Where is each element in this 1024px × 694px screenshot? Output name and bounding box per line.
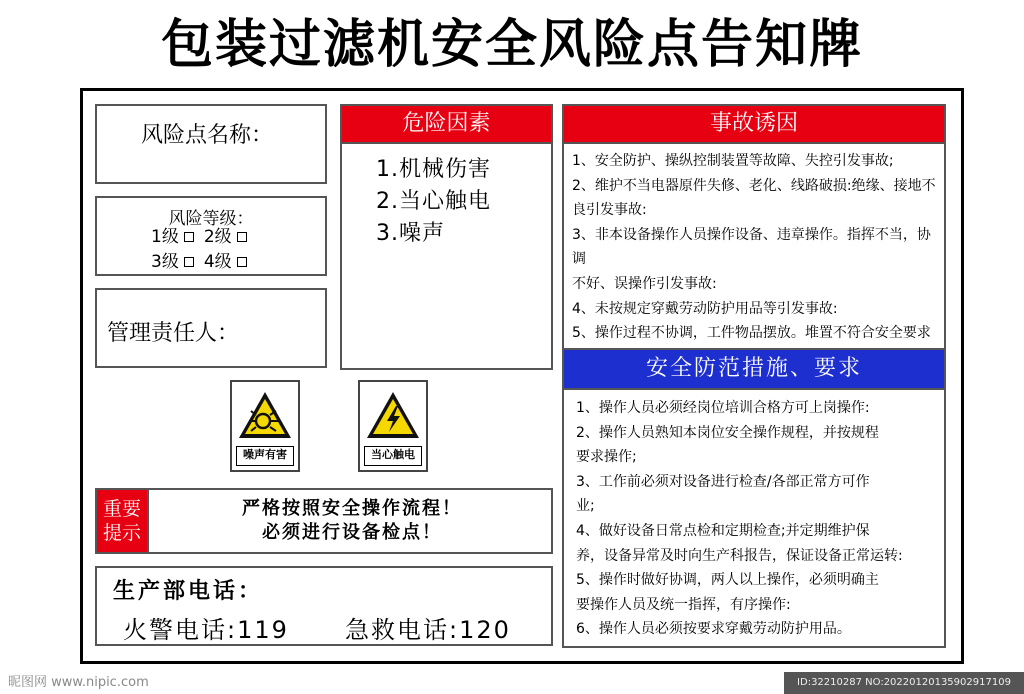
electric-sign (358, 380, 428, 472)
measures-box (562, 388, 946, 648)
electric-sign-caption: 当心触电 (364, 446, 422, 466)
risk-level-row-1 (151, 226, 257, 248)
noise-sign (230, 380, 300, 472)
cause-line: 良引发事故: (572, 202, 647, 219)
risk-level-1-checkbox[interactable] (184, 232, 194, 242)
hazard-item: 2.当心触电 (376, 189, 491, 214)
measures-list (576, 396, 940, 642)
important-notice-box (95, 488, 553, 554)
measure-line: 6、操作人员必须按要求穿戴劳动防护用品。 (576, 621, 851, 638)
page-title: 包装过滤机安全风险点告知牌 (160, 15, 863, 75)
hazards-header: 危险因素 (340, 104, 553, 144)
measure-line: 养，设备异常及时向生产科报告，保证设备正常运转: (576, 547, 903, 564)
watermark-left-text: 昵图网 www.nipic.com (8, 675, 149, 690)
measure-line: 要求操作; (576, 449, 637, 466)
production-phone-label: 生产部电话： (113, 579, 264, 604)
ambulance-phone: 急救电话:120 (345, 616, 511, 644)
risk-level-row-2 (151, 251, 257, 273)
watermark-right (784, 672, 1024, 694)
causes-header: 事故诱因 (562, 104, 946, 144)
measure-line: 4、做好设备日常点检和定期检查;并定期维护保 (576, 522, 870, 539)
risk-point-name-box (95, 104, 327, 184)
hazards-list (376, 154, 491, 250)
risk-level-box (95, 196, 327, 276)
risk-level-4-checkbox[interactable] (237, 257, 247, 267)
measure-line: 1、操作人员必须经岗位培训合格方可上岗操作: (576, 400, 870, 416)
measure-line: 5、操作时做好协调，两人以上操作，必须明确主 (576, 572, 879, 589)
risk-level-3-checkbox[interactable] (184, 257, 194, 267)
measure-line: 要操作人员及统一指挥，有序操作: (576, 596, 791, 613)
risk-point-name-label: 风险点名称： (141, 123, 274, 148)
risk-level-2-checkbox[interactable] (237, 232, 247, 242)
hazard-item: 1.机械伤害 (376, 157, 491, 182)
hazard-item: 3.噪声 (376, 221, 445, 246)
cause-line: 5、操作过程不协调，工件物品摆放。堆置不符合安全要求 (572, 325, 931, 342)
phones-box (95, 566, 553, 646)
measures-header: 安全防范措施、要求 (562, 348, 946, 390)
cause-line: 4、未按规定穿戴劳动防护用品等引发事故: (572, 300, 838, 317)
cause-line: 3、非本设备操作人员操作设备、违章操作。指挥不当，协调 (572, 226, 931, 268)
cause-line: 不好、误操作引发事故: (572, 275, 717, 292)
noise-sign-caption: 噪声有害 (236, 446, 294, 466)
hazards-box (340, 142, 553, 370)
important-line2: 必须进行设备检点！ (262, 522, 442, 543)
cause-line: 2、维护不当电器原件失修、老化、线路破损:绝缘、接地不 (572, 177, 936, 194)
manager-box (95, 288, 327, 368)
important-tag-line2: 提示 (102, 522, 141, 544)
causes-box (562, 142, 946, 350)
measure-line: 2、操作人员熟知本岗位安全操作规程，并按规程 (576, 424, 879, 441)
risk-level-3: 3级 (151, 252, 179, 272)
measure-line: 业; (576, 498, 595, 515)
watermark-left (0, 672, 230, 694)
important-tag-line1: 重要 (102, 498, 141, 520)
important-line1: 严格按照安全操作流程！ (242, 498, 462, 519)
noise-warning-icon (237, 388, 293, 444)
fire-phone: 火警电话:119 (123, 616, 289, 644)
cause-line: 1、安全防护、操纵控制装置等故障、失控引发事故; (572, 153, 894, 169)
risk-level-4: 4级 (203, 252, 232, 272)
manager-label: 管理责任人： (107, 321, 240, 346)
risk-level-label: 风险等级： (168, 209, 254, 229)
measure-line: 3、工作前必须对设备进行检查/各部正常方可作 (576, 473, 870, 490)
important-tag (97, 490, 149, 552)
watermark-right-text: ID:32210287 NO:20220120135902917109 (797, 677, 1011, 688)
risk-level-1: 1级 (151, 227, 179, 247)
risk-level-2: 2级 (203, 227, 232, 247)
important-text (153, 497, 551, 545)
electric-shock-warning-icon (365, 388, 421, 444)
